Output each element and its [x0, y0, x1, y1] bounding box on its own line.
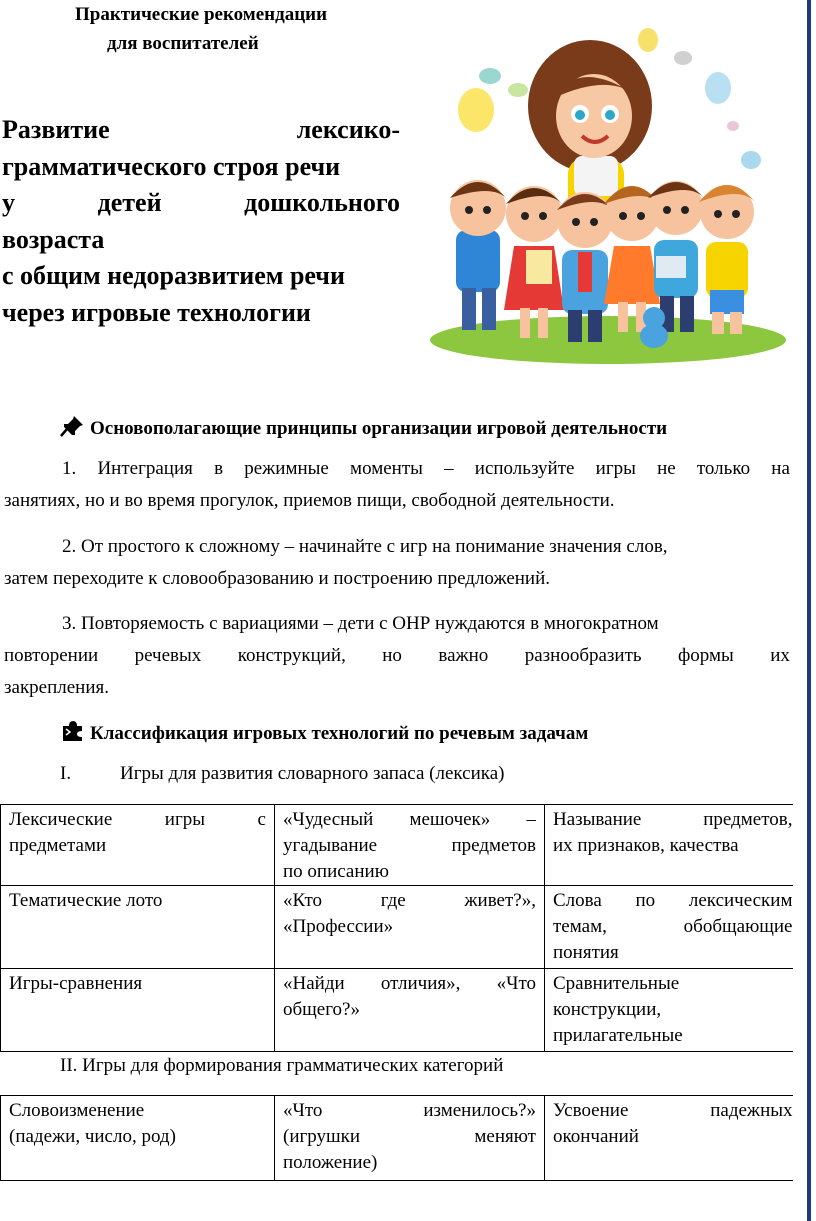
- principle-2-line-1: 2. От простого к сложному – начинайте с игр на понимание значения слов,: [62, 536, 668, 557]
- word: конструкций,: [237, 645, 346, 666]
- title-line-4: возраста: [2, 224, 105, 254]
- teacher-with-children-illustration: [428, 18, 790, 370]
- title-line-5: с общим недоразвитием речи: [2, 261, 345, 290]
- word: –: [526, 809, 536, 830]
- word: игры: [164, 809, 206, 830]
- word: используйте: [474, 458, 575, 479]
- word: живет?»,: [464, 890, 536, 911]
- word: где: [380, 890, 406, 911]
- classification-heading: [60, 720, 588, 745]
- word: «Кто: [283, 890, 323, 911]
- word: лексико-: [296, 115, 400, 144]
- word: дошкольного: [244, 188, 400, 217]
- word: детей: [97, 188, 162, 217]
- table-cell: Тематические лото: [1, 886, 275, 969]
- child-6: [699, 185, 755, 334]
- pushpin-icon: [60, 415, 84, 437]
- word: лексическим: [688, 890, 793, 911]
- title-line-2: грамматического строя речи: [2, 151, 341, 181]
- principle-3-line-3: закрепления.: [4, 677, 110, 698]
- word: угадывание: [283, 835, 378, 856]
- principle-1: [4, 453, 790, 517]
- word: обобщающие: [683, 916, 793, 937]
- subtitle-line-2: для воспитателей: [107, 33, 259, 54]
- principle-3: [4, 608, 790, 704]
- table-cell: Слова по лексическим темам, обобщающие понятия: [545, 886, 794, 969]
- table-cell: «Чудесный мешочек» – угадывание предметов по описанию: [275, 805, 545, 886]
- word: Развитие: [2, 115, 110, 144]
- title-line-3: [2, 185, 400, 222]
- grammar-games-table: [0, 1095, 793, 1181]
- lexical-games-table: [0, 804, 793, 1052]
- word: «Что: [283, 1100, 323, 1121]
- table-row: [1, 886, 794, 969]
- word: повторении: [4, 645, 99, 666]
- table-cell: Игры-сравнения: [1, 969, 275, 1052]
- word: «Найди: [283, 973, 345, 994]
- word: Лексические: [9, 809, 113, 830]
- word: мешочек»: [409, 809, 491, 830]
- section-1-number: I.: [60, 763, 72, 784]
- page-right-border: [793, 0, 816, 1221]
- word: «Чудесный: [283, 809, 374, 830]
- table-cell: «Найди отличия», «Что общего?»: [275, 969, 545, 1052]
- word: только: [696, 458, 751, 479]
- word: отличия»,: [380, 973, 461, 994]
- principle-1-line-2: занятиях, но и во время прогулок, приемов пищи, свободной деятельности.: [4, 490, 615, 511]
- word: важно: [438, 645, 489, 666]
- word: предметов: [451, 835, 536, 856]
- word: Слова: [553, 890, 602, 911]
- classification-heading-text: Классификация игровых технологий по речевым задачам: [90, 723, 589, 744]
- word: –: [444, 458, 454, 479]
- word: темам,: [553, 916, 607, 937]
- word: изменилось?»: [423, 1100, 536, 1121]
- table-row: [1, 805, 794, 886]
- principles-heading-text: Основополагающие принципы организации игровой деятельности: [90, 418, 668, 439]
- main-title: [2, 112, 400, 331]
- word: Называние: [553, 809, 642, 830]
- word: режимные: [244, 458, 329, 479]
- table-cell: «Кто где живет?», «Профессии»: [275, 886, 545, 969]
- word: на: [771, 458, 790, 479]
- cat: [640, 307, 668, 348]
- word: речевых: [134, 645, 202, 666]
- table-cell: Называние предметов, их признаков, качества: [545, 805, 794, 886]
- word: не: [657, 458, 676, 479]
- word: у: [2, 188, 15, 217]
- puzzle-piece-icon: [60, 720, 84, 742]
- subtitle-line-1: Практические рекомендации: [75, 4, 328, 25]
- word: по: [635, 890, 656, 911]
- word: в: [214, 458, 224, 479]
- word: (игрушки: [283, 1126, 361, 1147]
- word: меняют: [474, 1126, 536, 1147]
- word: формы: [678, 645, 734, 666]
- word: 1.: [62, 458, 77, 479]
- principle-3-line-1: 3. Повторяемость с вариациями – дети с ОНР нуждаются в многократном: [62, 613, 659, 634]
- word: Интеграция: [97, 458, 193, 479]
- title-line-1: [2, 112, 400, 149]
- table-cell: Сравнительные конструкции, прилагательные: [545, 969, 794, 1052]
- word: но: [382, 645, 402, 666]
- principle-2-line-2: затем переходите к словообразованию и построению предложений.: [4, 568, 551, 589]
- table-cell: «Что изменилось?» (игрушки меняют положение): [275, 1096, 545, 1181]
- word: их: [770, 645, 790, 666]
- section-1-title: Игры для развития словарного запаса (лексика): [120, 763, 505, 784]
- table-row: [1, 969, 794, 1052]
- table-row: [1, 1096, 794, 1181]
- word: Усвоение: [553, 1100, 629, 1121]
- principles-heading: [60, 415, 667, 440]
- word: предметов,: [703, 809, 793, 830]
- principle-2: [4, 531, 790, 595]
- child-1: [450, 180, 506, 330]
- principle-1-line-1: [4, 453, 790, 485]
- title-line-6: через игровые технологии: [2, 297, 311, 327]
- word: игры: [595, 458, 636, 479]
- word: с: [257, 809, 266, 830]
- table-cell: Словоизменение (падежи, число, род): [1, 1096, 275, 1181]
- word: моменты: [350, 458, 423, 479]
- word: «Что: [496, 973, 536, 994]
- table-cell: Лексические игры с предметами: [1, 805, 275, 886]
- word: разнообразить: [524, 645, 642, 666]
- child-2: [504, 186, 564, 338]
- section-2-title: II. Игры для формирования грамматических категорий: [60, 1055, 504, 1076]
- table-cell: Усвоение падежных окончаний: [545, 1096, 794, 1181]
- principle-3-line-2: [4, 640, 790, 672]
- word: падежных: [710, 1100, 793, 1121]
